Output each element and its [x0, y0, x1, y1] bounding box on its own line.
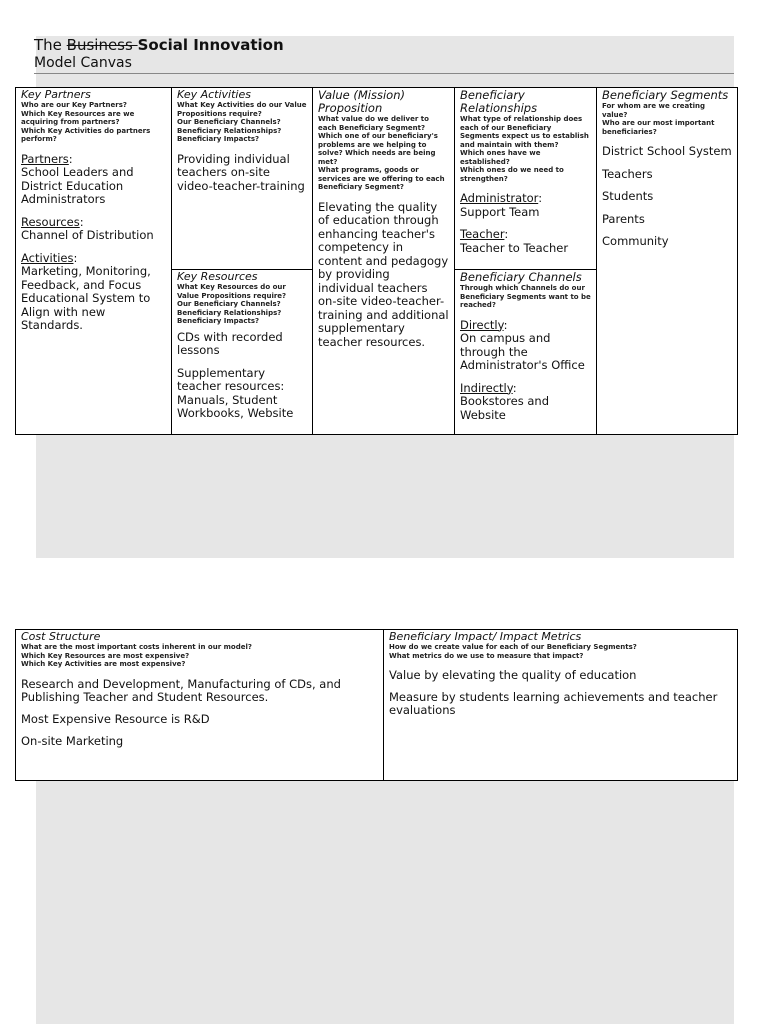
cost-structure-line: Most Expensive Resource is R&D	[21, 711, 210, 726]
cost-structure-question: Which Key Activities are most expensive?	[21, 660, 186, 668]
administrator-label: Administrator	[460, 191, 539, 205]
key-activities-question: Our Beneficiary Channels?	[177, 118, 281, 126]
impact-metrics-question: How do we create value for each of our Beneficiary Segments?	[389, 643, 637, 651]
beneficiary-segments-cell	[597, 88, 737, 434]
key-resources-text-supplementary: Supplementary teacher resources: Manuals, Student Workbooks, Website	[177, 365, 294, 420]
key-activities-text: Providing individual teachers on-site video-teacher-training	[177, 151, 305, 193]
segment-item: District School System	[602, 144, 732, 158]
impact-metrics-question: What metrics do we use to measure that impact?	[389, 651, 584, 660]
impact-metrics-line: Measure by students learning achievements and teacher evaluations	[389, 690, 718, 717]
cost-structure-cell	[16, 630, 384, 780]
value-proposition-question: Which one of our beneficiary's problems are we helping to solve? Which needs are being met?	[318, 132, 438, 166]
beneficiary-channels-cell	[455, 270, 597, 434]
value-proposition-cell	[313, 88, 455, 434]
title-struck-word: Business	[66, 36, 138, 54]
cost-structure-question: What are the most important costs inherent in our model?	[21, 643, 252, 651]
administrator-label-line: Administrator:	[460, 191, 543, 205]
value-proposition-question: What value do we deliver to each Beneficiary Segment?	[318, 115, 429, 132]
impact-metrics-header: Beneficiary Impact/ Impact Metrics	[389, 630, 582, 643]
key-activities-question: Beneficiary Impacts?	[177, 135, 260, 143]
canvas-bottom-grid	[15, 629, 738, 781]
indirectly-text: Bookstores and Website	[460, 394, 549, 422]
canvas-top-grid	[15, 87, 738, 435]
segment-item: Teachers	[602, 166, 653, 181]
resources-label-line: Resources:	[21, 214, 84, 229]
key-resources-question: What Key Resources do our Value Propositions require?	[177, 283, 287, 300]
key-resources-question: Our Beneficiary Channels?	[177, 300, 281, 308]
key-resources-header: Key Resources	[177, 270, 258, 283]
key-partners-question: Who are our Key Partners?	[21, 101, 127, 109]
cost-structure-question: Which Key Resources are most expensive?	[21, 651, 190, 660]
beneficiary-segments-question: For whom are we creating value?	[602, 102, 706, 119]
key-activities-question: What Key Activities do our Value Propositions require?	[177, 101, 307, 118]
cost-structure-line: Research and Development, Manufacturing of CDs, and Publishing Teacher and Student Resources.	[21, 676, 341, 704]
title-subtitle: Model Canvas	[34, 55, 132, 71]
impact-metrics-line: Value by elevating the quality of education	[389, 668, 637, 682]
beneficiary-segments-question: Who are our most important beneficiaries?	[602, 119, 715, 136]
resources-label: Resources	[21, 214, 80, 229]
value-proposition-header: Value (Mission) Proposition	[318, 88, 405, 115]
resources-text: Channel of Distribution	[21, 228, 154, 242]
directly-label: Directly	[460, 317, 504, 332]
cost-structure-header: Cost Structure	[21, 630, 101, 643]
beneficiary-relationships-header: Beneficiary Relationships	[460, 88, 538, 115]
value-proposition-question: What programs, goods or services are we offering to each Beneficiary Segment?	[318, 166, 445, 191]
cost-structure-line: On-site Marketing	[21, 733, 124, 748]
beneficiary-channels-header: Beneficiary Channels	[460, 270, 582, 284]
segment-item: Community	[602, 234, 669, 248]
partners-label-line: Partners:	[21, 151, 73, 166]
key-partners-header: Key Partners	[21, 88, 91, 101]
directly-label-line: Directly:	[460, 317, 508, 332]
title-main: Social Innovation	[137, 36, 284, 54]
indirectly-label-line: Indirectly:	[460, 380, 517, 395]
activities-label: Activities	[21, 250, 74, 265]
segment-item: Parents	[602, 211, 645, 226]
teacher-label: Teacher	[460, 227, 505, 241]
partners-label: Partners	[21, 151, 69, 166]
activities-label-line: Activities:	[21, 250, 78, 265]
document-title	[34, 36, 734, 74]
impact-metrics-cell	[384, 630, 737, 780]
key-resources-text-cds: CDs with recorded lessons	[177, 329, 283, 357]
partners-text: School Leaders and District Education Administrators	[21, 165, 134, 206]
directly-text: On campus and through the Administrator's Office	[460, 331, 585, 372]
indirectly-label: Indirectly	[460, 380, 513, 395]
key-resources-question: Beneficiary Impacts?	[177, 317, 260, 325]
key-partners-question: Which Key Resources are we acquiring from partners?	[21, 109, 135, 126]
key-partners-question: Which Key Activities do partners perform?	[21, 126, 151, 143]
key-partners-cell	[16, 88, 172, 434]
key-activities-cell	[172, 88, 313, 270]
beneficiary-relationships-cell	[455, 88, 597, 270]
beneficiary-relationships-question: Which ones do we need to strengthen?	[460, 166, 564, 183]
teacher-label-line: Teacher:	[460, 227, 509, 241]
key-activities-question: Beneficiary Relationships?	[177, 126, 282, 135]
beneficiary-relationships-question: Which ones have we established?	[460, 149, 541, 166]
activities-text: Marketing, Monitoring, Feedback, and Focus Educational System to Align with new Standards.	[21, 264, 151, 332]
value-proposition-text: Elevating the quality of education through enhancing teacher's competency in content and pedagogy by providing individual teachers on-site video-teacher-training and additional supplementary teacher resources.	[318, 199, 449, 349]
administrator-text: Support Team	[460, 204, 540, 219]
beneficiary-relationships-question: What type of relationship does each of our Beneficiary Segments expect us to establish and maintain with them?	[460, 115, 589, 149]
beneficiary-segments-header: Beneficiary Segments	[602, 88, 729, 102]
key-resources-question: Beneficiary Relationships?	[177, 308, 282, 317]
title-prefix: The	[34, 36, 67, 54]
beneficiary-channels-question: Through which Channels do our Beneficiary Segments want to be reached?	[460, 284, 591, 309]
teacher-text: Teacher to Teacher	[460, 240, 569, 255]
segment-item: Students	[602, 189, 654, 203]
key-activities-header: Key Activities	[177, 88, 251, 101]
key-resources-cell	[172, 270, 313, 434]
title-line	[34, 36, 734, 54]
